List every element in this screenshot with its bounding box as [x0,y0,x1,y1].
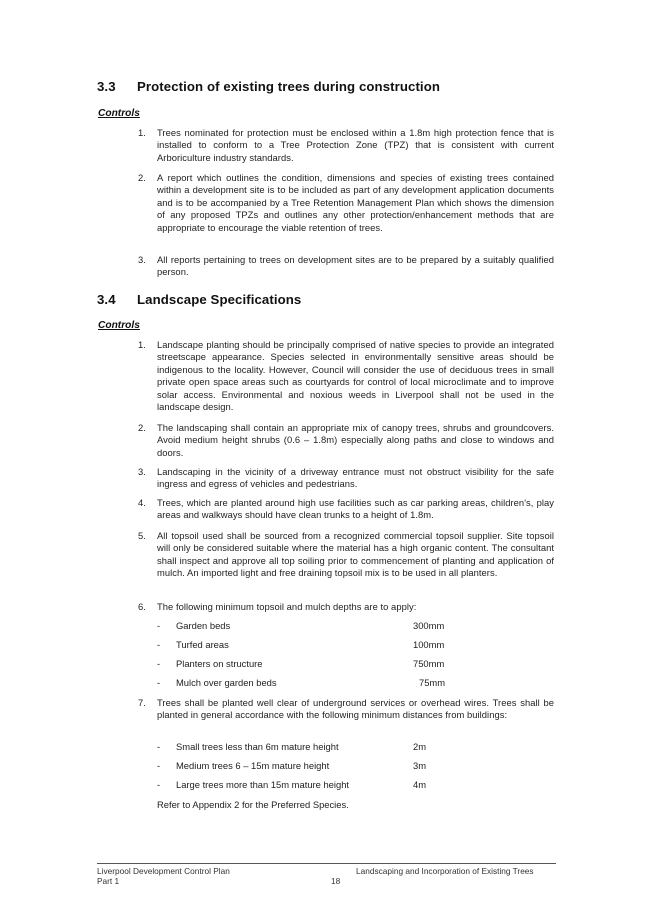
dash-bullet: - [157,639,161,650]
item-text: Trees, which are planted around high use facilities such as car parking areas, children's, play areas and walkways should have clean trunks to a height of 1.8m. [157,497,554,521]
topsoil-value: 75mm [419,677,446,688]
distance-value: 2m [413,741,427,752]
dash-bullet: - [157,741,161,752]
topsoil-row [157,658,457,671]
list-item [138,497,554,522]
section-number: 3.4 [97,292,116,307]
item-number: 2. [138,422,146,433]
list-item [138,254,554,279]
item-text: All topsoil used shall be sourced from a recognized commercial topsoil supplier. Site topsoil will only be considered suitable where the material has a high organic content. The consultant shall inspect and approve all top soiling prior to commencement of planting and application of mulch. An imported light and free draining topsoil mix is to be used in all planters. [157,530,554,579]
topsoil-row [157,639,457,652]
list-item [138,466,554,491]
topsoil-label: Turfed areas [176,639,229,650]
item-text: Landscape planting should be principally comprised of native species to provide an integrated streetscape appearance. Species selected in environmentally sensitive areas should be indigenous to the locality. However, Council will consider the use of deciduous trees in small private open space areas such as courtyards for control of local microclimate and to improve solar access. Environmental and noxious weeds in Liverpool shall not be used in the landscape design. [157,339,554,413]
page-number: 18 [331,876,341,886]
dash-bullet: - [157,760,161,771]
footer-doc-title: Liverpool Development Control Plan [97,866,230,876]
section-heading-3-4 [97,292,301,307]
distance-label: Medium trees 6 – 15m mature height [176,760,330,771]
item-text: Trees shall be planted well clear of underground services or overhead wires. Trees shall be planted in general accordance with the following minimum distances from buildings: [157,697,554,721]
item-text: The landscaping shall contain an appropriate mix of canopy trees, shrubs and groundcovers. Avoid medium height shrubs (0.6 – 1.8m) especially along paths and close to windows and doors. [157,422,554,458]
footer-part: Part 1 [97,876,120,886]
list-item [138,697,554,722]
list-item [138,172,554,234]
section-title: Protection of existing trees during construction [137,79,441,94]
list-item [138,530,554,580]
topsoil-value: 300mm [413,620,445,631]
topsoil-label: Garden beds [176,620,231,631]
section-title: Landscape Specifications [137,292,302,307]
topsoil-value: 100mm [413,639,445,650]
item-number: 7. [138,697,146,708]
controls-label: Controls [98,108,140,119]
footer-rule [97,863,556,864]
topsoil-label: Planters on structure [176,658,263,669]
topsoil-label: Mulch over garden beds [176,677,277,688]
item-text: All reports pertaining to trees on development sites are to be prepared by a suitably qualified person. [157,254,554,278]
footer-chapter-title: Landscaping and Incorporation of Existing Trees [356,866,534,876]
list-item [138,601,554,613]
item-text: A report which outlines the condition, dimensions and species of existing trees contained within a development site is to be included as part of any development application documents and is to be accompanied by a Tree Retention Management Plan which shows the dimension of any proposed TPZs and outlines any other protection/enhancement methods that are appropriate to encourage the viable retention of trees. [157,172,554,233]
item-number: 3. [138,466,146,477]
distance-label: Large trees more than 15m mature height [176,779,350,790]
topsoil-row [157,620,457,633]
item-text: The following minimum topsoil and mulch depths are to apply: [157,601,417,612]
distance-value: 4m [413,779,427,790]
list-item [138,422,554,459]
item-number: 4. [138,497,146,508]
dash-bullet: - [157,658,161,669]
item-text: Landscaping in the vicinity of a driveway entrance must not obstruct visibility for the safe ingress and egress of vehicles and pedestrians. [157,466,554,490]
distance-row [157,779,457,792]
distance-value: 3m [413,760,427,771]
topsoil-value: 750mm [413,658,445,669]
dash-bullet: - [157,779,161,790]
distance-row [157,760,457,773]
dash-bullet: - [157,677,161,688]
item-number: 1. [138,127,146,138]
distance-row [157,741,457,754]
item-number: 5. [138,530,146,541]
distance-label: Small trees less than 6m mature height [176,741,339,752]
section-number: 3.3 [97,79,116,94]
dash-bullet: - [157,620,161,631]
list-item [138,339,554,413]
item-number: 3. [138,254,146,265]
item-number: 1. [138,339,146,350]
refer-note: Refer to Appendix 2 for the Preferred Species. [157,799,349,810]
controls-label: Controls [98,320,140,331]
item-number: 6. [138,601,146,612]
section-heading-3-3 [97,79,440,94]
item-text: Trees nominated for protection must be enclosed within a 1.8m high protection fence that is installed to conform to a Tree Protection Zone (TPZ) that is consistent with current Arboriculture industry standards. [157,127,554,163]
list-item [138,127,554,164]
item-number: 2. [138,172,146,183]
topsoil-row [157,677,457,690]
